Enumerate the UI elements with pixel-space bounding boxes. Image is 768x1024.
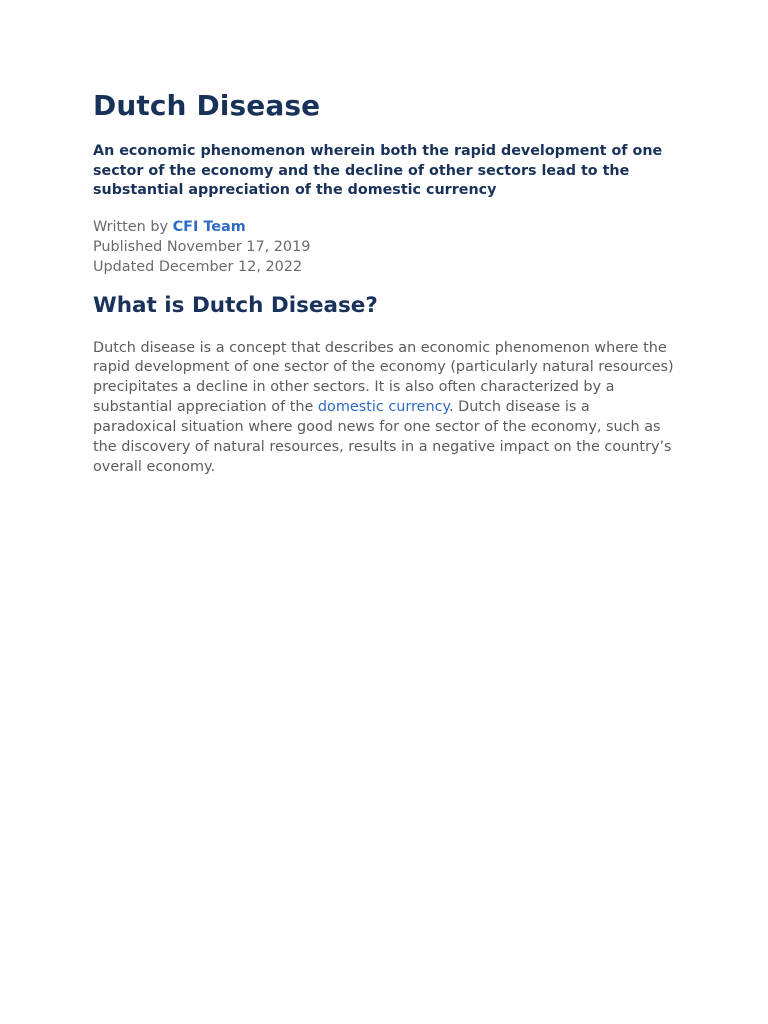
page-title: Dutch Disease <box>93 89 321 122</box>
section-heading: What is Dutch Disease? <box>93 292 378 318</box>
author-link[interactable]: CFI Team <box>172 218 246 235</box>
article-subtitle: An economic phenomenon wherein both the rapid development of one sector of the economy and the decline of other sectors lead to the substantial appreciation of the domestic currency <box>93 143 663 198</box>
paragraph-text-1: Dutch disease is a concept that describes an economic phenomenon where the rapid development of one sector of the economy (particularly natural resources) precipitates a decline in other sectors. It is also often characterized by a substantial appreciation of the <box>93 339 674 416</box>
published-date: Published November 17, 2019 <box>93 238 311 255</box>
domestic-currency-link[interactable]: domestic currency <box>317 399 450 416</box>
paragraph-text-2: . Dutch disease is a paradoxical situation where good news for one sector of the economy, such as the discovery of natural resources, results in a negative impact on the country’s overall economy. <box>93 399 672 475</box>
section-paragraph <box>93 339 675 478</box>
author-line <box>93 217 675 237</box>
written-by-label: Written by <box>93 218 168 235</box>
article-meta <box>93 217 675 277</box>
updated-date: Updated December 12, 2022 <box>93 258 303 275</box>
